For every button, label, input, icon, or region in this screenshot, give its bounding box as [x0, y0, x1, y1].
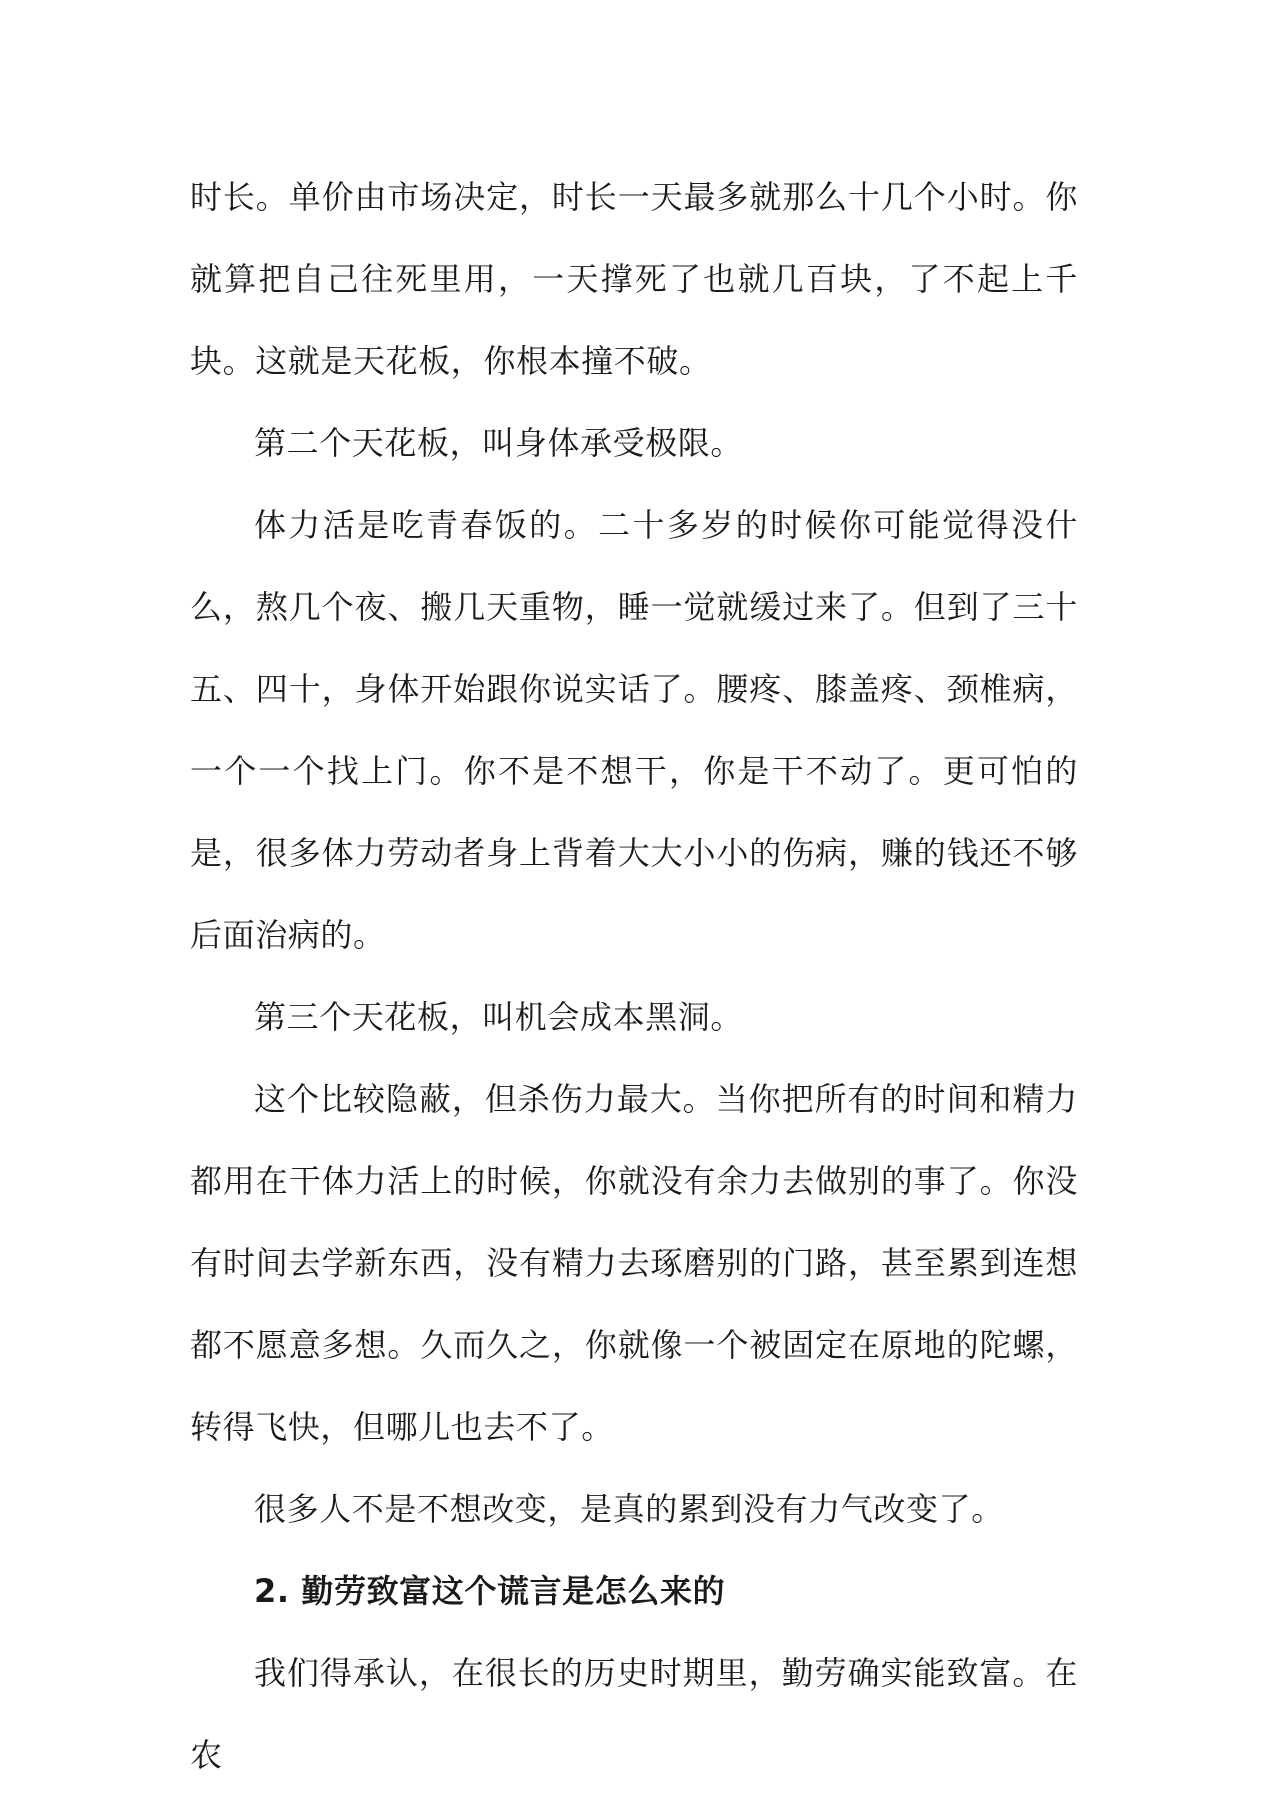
paragraph-1: 时长。单价由市场决定，时长一天最多就那么十几个小时。你就算把自己往死里用，一天撑死了也就几百块，了不起上千块。这就是天花板，你根本撞不破。: [190, 178, 1078, 380]
paragraph-6: 很多人不是不想改变，是真的累到没有力气改变了。: [254, 1490, 1004, 1528]
paragraph-3: 体力活是吃青春饭的。二十多岁的时候你可能觉得没什么，熬几个夜、搬几天重物，睡一觉就缓过来了。但到了三十五、四十，身体开始跟你说实话了。腰疼、膝盖疼、颈椎病，一个一个找上门。你不是不想干，你是干不动了。更可怕的是，很多体力劳动者身上背着大大小小的伤病，赚的钱还不够后面治病的。: [190, 506, 1078, 954]
section-heading: 2. 勤劳致富这个谎言是怎么来的: [254, 1572, 726, 1610]
paragraph-5: 这个比较隐蔽，但杀伤力最大。当你把所有的时间和精力都用在干体力活上的时候，你就没有余力去做别的事了。你没有时间去学新东西，没有精力去琢磨别的门路，甚至累到连想都不愿意多想。久而久之，你就像一个被固定在原地的陀螺，转得飞快，但哪儿也去不了。: [190, 1080, 1078, 1446]
paragraph-2: 第二个天花板，叫身体承受极限。: [254, 424, 744, 462]
paragraph-7: 我们得承认，在很长的历史时期里，勤劳确实能致富。在农: [190, 1654, 1078, 1774]
document-page: [190, 156, 1078, 1796]
paragraph-4: 第三个天花板，叫机会成本黑洞。: [254, 998, 744, 1036]
